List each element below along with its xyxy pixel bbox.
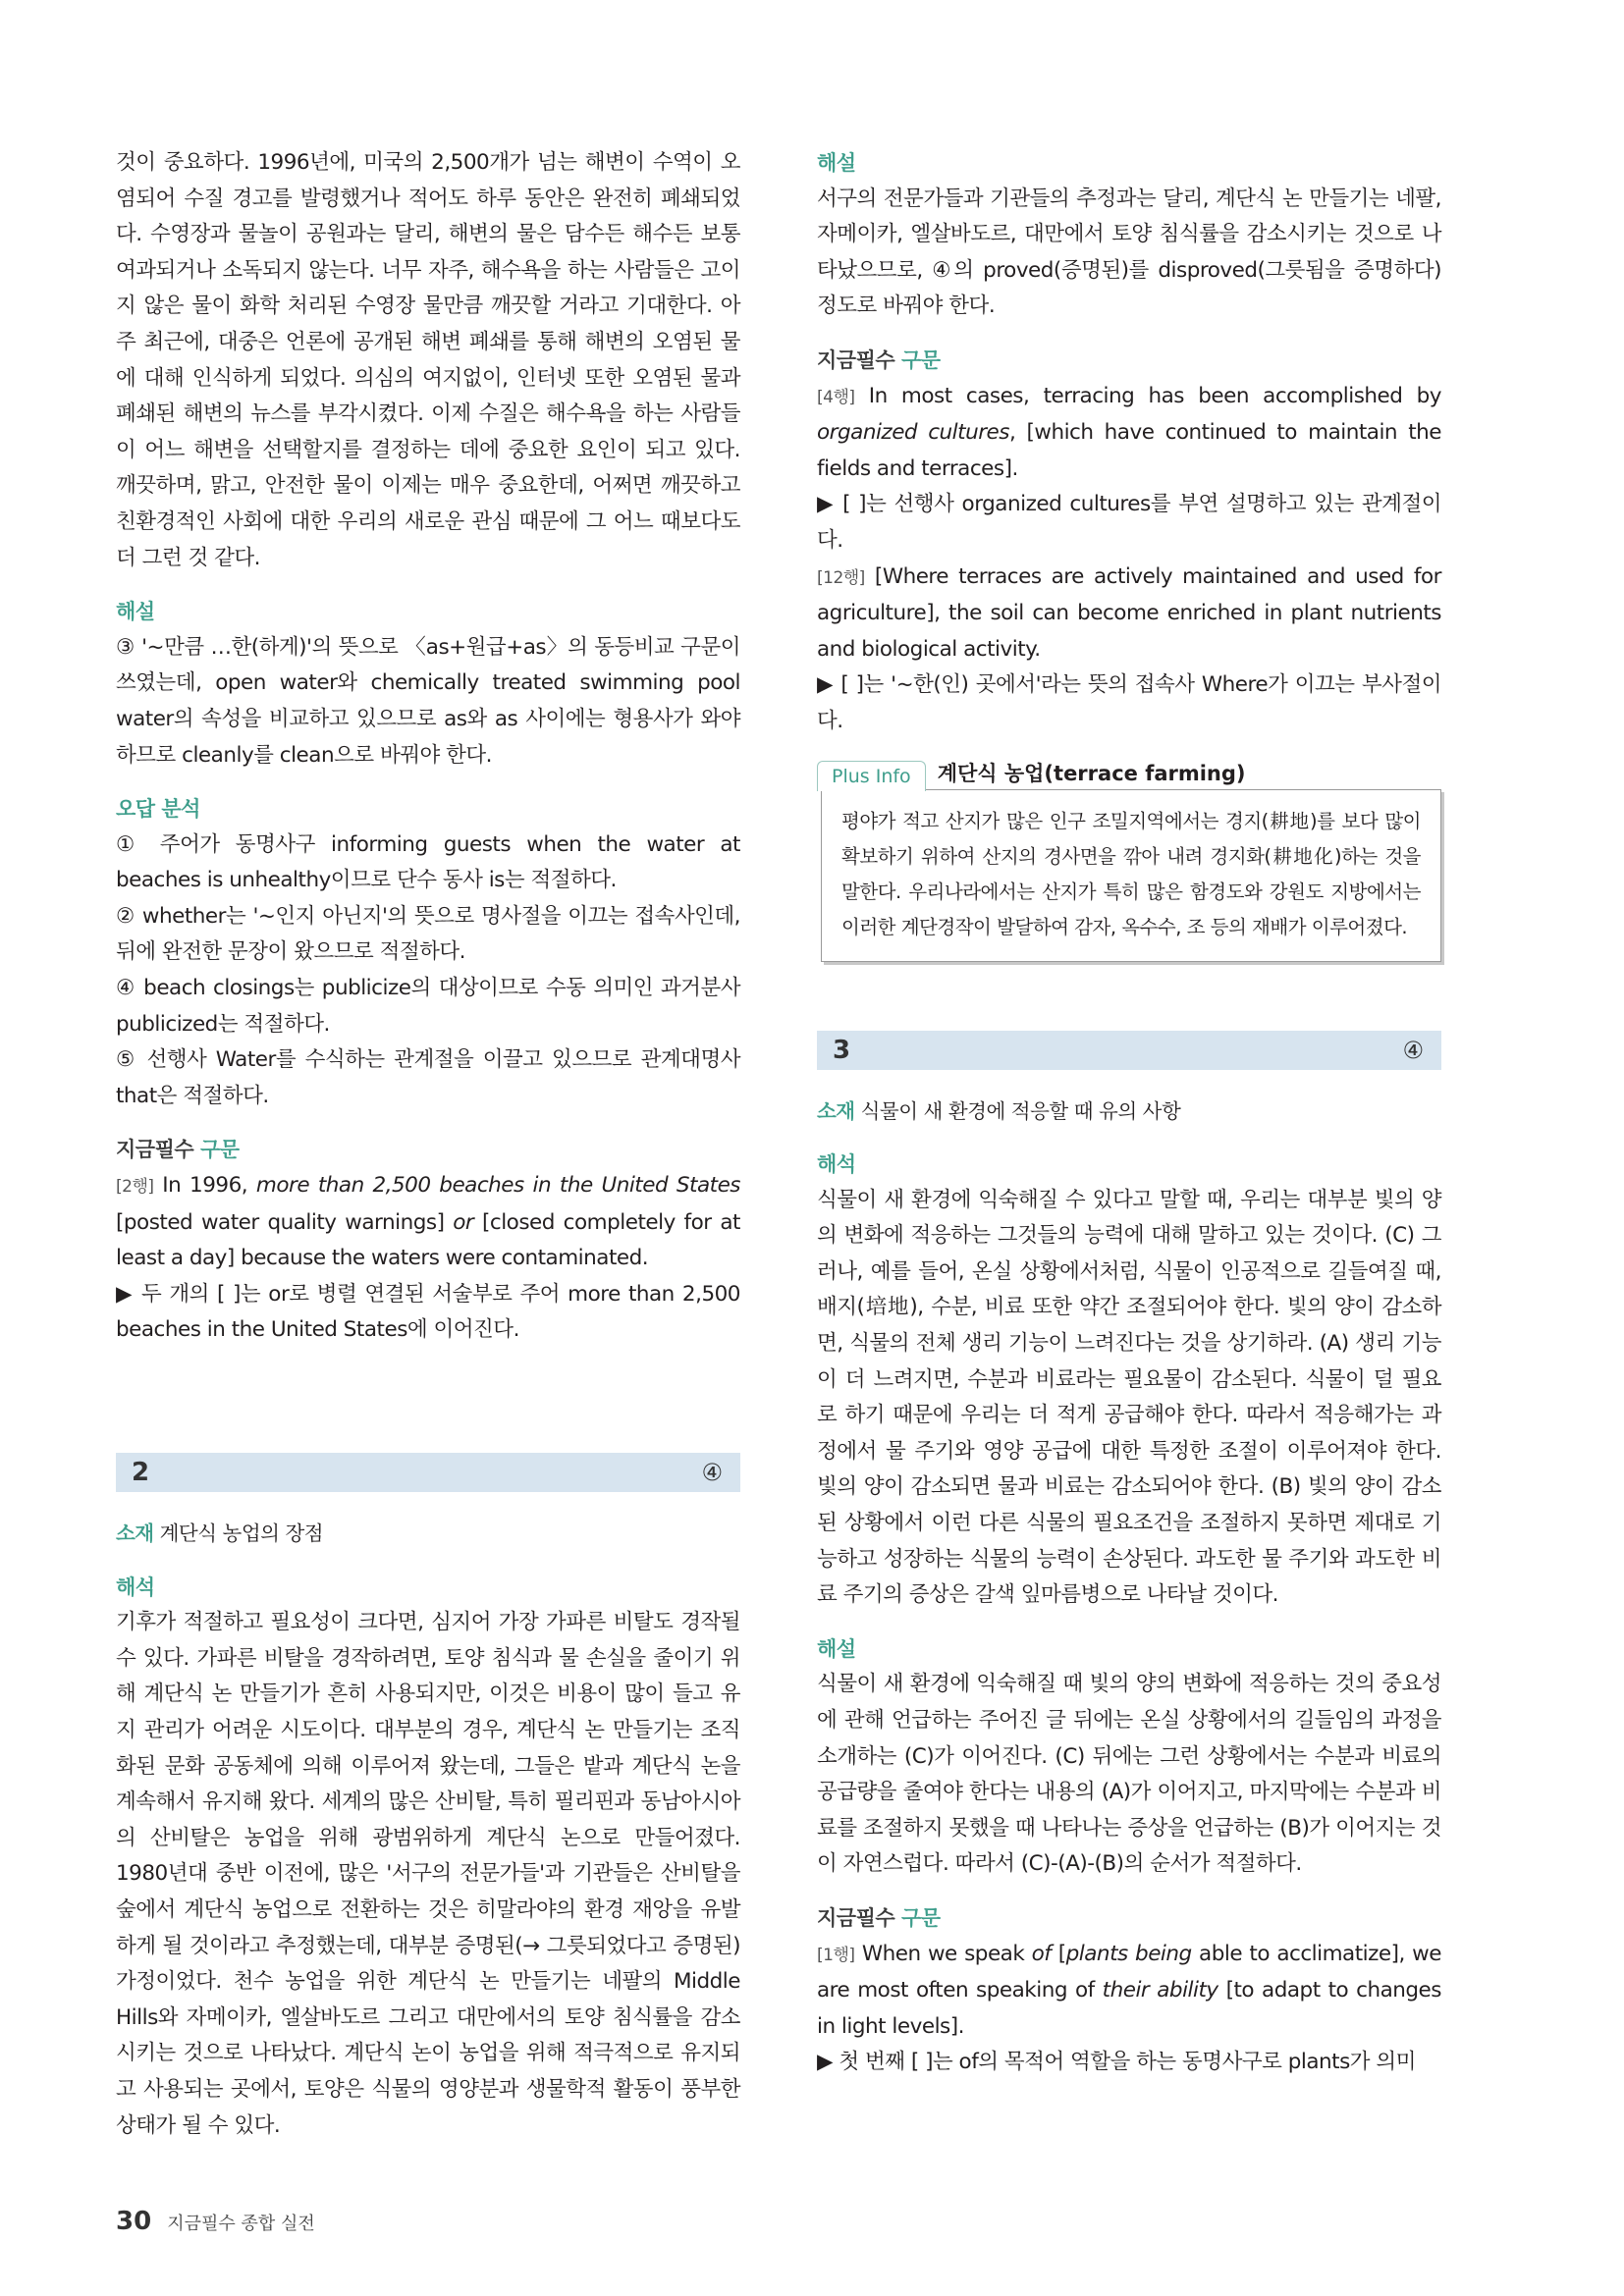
left-column [116, 145, 740, 2144]
g3-text: [Where terraces are actively maintained and used for agriculture], the soil can become enriched in plant nutrients and biological activity. [817, 563, 1441, 662]
plus-info-title: 계단식 농업(terrace farming) [937, 761, 1246, 785]
grammar-note-1: ▶ 두 개의 [ ]는 or로 병렬 연결된 서술부로 주어 more than 2,500 beaches in the United States에 이어진다. [116, 1281, 740, 1343]
grammar-note-2: ▶ [ ]는 선행사 organized cultures를 부연 설명하고 있는 관계절이다. [817, 492, 1441, 553]
grammar-sentence-4 [817, 1937, 1441, 2046]
g1-a: In 1996, [153, 1173, 256, 1199]
section-3-number: 3 [833, 1035, 851, 1065]
section-2-haeseol: 서구의 전문가들과 기관들의 추정과는 달리, 계단식 논 만들기는 네팔, 자메이카, 엘살바도르, 대만에서 토양 침식률을 감소시키는 것으로 나타났으므로, ④의 proved(증명된)를 disproved(그릇됨을 증명하다) 정도로 바꿔야 한다. [817, 186, 1441, 319]
grammar-sentence-3 [817, 560, 1441, 668]
plus-info-box [817, 758, 1441, 962]
grammar-note-3: ▶ [ ]는 '~한(인) 곳에서'라는 뜻의 접속사 Where가 이끄는 부사절이다. [817, 672, 1441, 733]
jigeum-heading-3 [817, 1900, 1441, 1937]
g1-d: or [453, 1209, 474, 1235]
haeseok-heading-3: 해석 [817, 1152, 856, 1177]
section-2-translation: 기후가 적절하고 필요성이 크다면, 심지어 가장 가파른 비탈도 경작될 수 있다. 가파른 비탈을 경작하려면, 토양 침식과 물 손실을 줄이기 위해 계단식 논 만들기가 흔히 사용되지만, 이것은 비용이 많이 들고 유지 관리가 어려운 시도이다. 대부분의 경우, 계단식 논 만들기는 조직화된 문화 공동체에 의해 이루어져 왔는데, 그들은 밭과 계단식 논을 계속해서 유지해 왔다. 세계의 많은 산비탈, 특히 필리핀과 동남아시아의 산비탈은 농업을 위해 광범위하게 계단식 논으로 만들어졌다. 1980년대 중반 이전에, 많은 '서구의 전문가들'과 기관들은 산비탈을 숲에서 계단식 농업으로 전환하는 것은 히말라야의 환경 재앙을 유발하게 될 것이라고 추정했는데, 대부분 증명된(→ 그릇되었다고 증명된) 가정이었다. 천수 농업을 위한 계단식 논 만들기는 네팔의 Middle Hills와 자메이카, 엘살바도르 그리고 대만에서의 토양 침식률을 감소시키는 것으로 나타났다. 계단식 논이 농업을 위해 적극적으로 유지되고 사용되는 곳에서, 토양은 식물의 영양분과 생물학적 활동이 풍부한 상태가 될 수 있다. [116, 1610, 740, 2138]
page-number: 30 [116, 2207, 152, 2236]
section-3-answer: ④ [1402, 1036, 1424, 1064]
jigeum-heading-3-b: 구문 [900, 1905, 941, 1930]
haeseol-heading-3: 해설 [817, 1636, 856, 1661]
jigeum-heading [116, 1132, 740, 1168]
haeseol-heading-2: 해설 [817, 151, 856, 175]
section-2-number: 2 [132, 1458, 150, 1487]
g4-b: of [1031, 1941, 1052, 1966]
jigeum-heading-2-b: 구문 [900, 347, 941, 372]
sojae-label: 소재 [817, 1098, 855, 1123]
jigeum-heading-3-a: 지금필수 [817, 1905, 895, 1930]
line-tag: [12행] [817, 567, 865, 588]
page-footer [116, 2207, 315, 2236]
g1-e: [closed completely for at least a day] because the waters were contaminated. [116, 1209, 740, 1271]
plus-info-content [821, 789, 1441, 962]
haeseol-text: ③ '~만큼 …한(하게)'의 뜻으로 〈as+원급+as〉의 동등비교 구문이 쓰였는데, open water와 chemically treated swimming pool water의 속성을 비교하고 있으므로 as와 as 사이에는 형용사가 와야 하므로 cleanly를 clean으로 바꿔야 한다. [116, 634, 740, 768]
section-2-bar [116, 1453, 740, 1492]
line-tag: [1행] [817, 1945, 855, 1965]
grammar-sentence-1 [116, 1168, 740, 1277]
odap-item-4: ④ beach closings는 publicize의 대상이므로 수동 의미인 과거분사 publicized는 적절하다. [116, 976, 740, 1037]
jigeum-heading-a: 지금필수 [116, 1138, 194, 1162]
section-2-topic-text: 계단식 농업의 장점 [153, 1522, 324, 1545]
haeseok-heading: 해석 [116, 1575, 155, 1599]
odap-item-1: ① 주어가 동명사구 informing guests when the water at beaches is unhealthy이므로 단수 동사 is는 적절하다. [116, 831, 740, 893]
plus-info-text: 평야가 적고 산지가 많은 인구 조밀지역에서는 경지(耕地)를 보다 많이 확보하기 위하여 산지의 경사면을 깎아 내려 경지화(耕地化)하는 것을 말한다. 우리나라에서는 산지가 특히 많은 함경도와 강원도 지방에서는 이러한 계단경작이 발달하여 감자, 옥수수, 조 등의 재배가 이루어졌다. [841, 809, 1421, 938]
g2-b: organized cultures [817, 420, 1009, 446]
haeseol-heading: 해설 [116, 600, 155, 624]
g4-c: [ [1051, 1941, 1066, 1966]
g2-c: , [which have continued to maintain the fields and terraces]. [817, 420, 1441, 481]
jigeum-heading-2-a: 지금필수 [817, 347, 895, 372]
right-column [817, 145, 1441, 2081]
section-3-bar [817, 1031, 1441, 1070]
grammar-sentence-2 [817, 379, 1441, 488]
g1-b: more than 2,500 beaches in the United States [255, 1173, 740, 1199]
g1-c: [posted water quality warnings] [116, 1209, 454, 1235]
g4-e: able to acclimatize], we are most often speaking of [817, 1941, 1441, 2003]
section-2-topic [116, 1516, 740, 1552]
section-3-haeseol: 식물이 새 환경에 익숙해질 때 빛의 양의 변화에 적응하는 것의 중요성에 관해 언급하는 주어진 글 뒤에는 온실 상황에서의 길들임의 과정을 소개하는 (C)가 이어진다. (C) 뒤에는 그런 상황에서는 수분과 비료의 공급량을 줄여야 한다는 내용의 (A)가 이어지고, 마지막에는 수분과 비료를 조절하지 못했을 때 나타나는 증상을 언급하는 (B)가 이어지는 것이 자연스럽다. 따라서 (C)-(A)-(B)의 순서가 적절하다. [817, 1672, 1441, 1877]
jigeum-heading-2 [817, 343, 1441, 379]
g4-f: their ability [1102, 1978, 1218, 2003]
g2-a: In most cases, terracing has been accomplished by [854, 383, 1441, 408]
plus-info-tab: Plus Info [817, 761, 926, 791]
section-2-answer: ④ [701, 1459, 723, 1486]
jigeum-heading-b: 구문 [199, 1138, 240, 1162]
odap-item-5: ⑤ 선행사 Water를 수식하는 관계절을 이끌고 있으므로 관계대명사 that은 적절하다. [116, 1047, 740, 1108]
line-tag: [4행] [817, 387, 855, 407]
book-title: 지금필수 종합 실전 [167, 2214, 315, 2234]
g4-a: When we speak [854, 1941, 1032, 1966]
g4-g: [to adapt to changes in light levels]. [817, 1978, 1441, 2039]
odap-item-2: ② whether는 '~인지 아닌지'의 뜻으로 명사절을 이끄는 접속사인데, 뒤에 완전한 문장이 왔으므로 적절하다. [116, 903, 740, 965]
section-3-topic-text: 식물이 새 환경에 적응할 때 유의 사항 [854, 1098, 1181, 1123]
line-tag: [2행] [116, 1177, 154, 1198]
passage1-translation-end: 것이 중요하다. 1996년에, 미국의 2,500개가 넘는 해변이 수역이 오염되어 수질 경고를 발령했거나 적어도 하루 동안은 완전히 폐쇄되었다. 수영장과 물놀이 공원과는 달리, 해변의 물은 담수든 해수든 보통 여과되거나 소독되지 않는다. 너무 자주, 해수욕을 하는 사람들은 고이지 않은 물이 화학 처리된 수영장 물만큼 깨끗할 거라고 기대한다. 아주 최근에, 대중은 언론에 공개된 해변 폐쇄를 통해 해변의 오염된 물에 대해 인식하게 되었다. 의심의 여지없이, 인터넷 또한 오염된 물과 폐쇄된 해변의 뉴스를 부각시켰다. 이제 수질은 해수욕을 하는 사람들이 어느 해변을 선택할지를 결정하는 데에 중요한 요인이 되고 있다. 깨끗하며, 맑고, 안전한 물이 이제는 매우 중요한데, 어쩌면 깨끗하고 친환경적인 사회에 대한 우리의 새로운 관심 때문에 그 어느 때보다도 더 그런 것 같다. [116, 150, 740, 570]
sojae-label: 소재 [116, 1522, 154, 1545]
section-3-topic [817, 1094, 1441, 1130]
section-3-translation: 식물이 새 환경에 익숙해질 수 있다고 말할 때, 우리는 대부분 빛의 양의 변화에 적응하는 그것들의 능력에 대해 말하고 있는 것이다. (C) 그러나, 예를 들어, 온실 상황에서처럼, 식물이 인공적으로 길들여질 때, 배지(培地), 수분, 비료 또한 약간 조절되어야 한다. 빛의 양이 감소하면, 식물의 전체 생리 기능이 느려진다는 것을 상기하라. (A) 생리 기능이 더 느려지면, 수분과 비료라는 필요물이 감소된다. 식물이 덜 필요로 하기 때문에 우리는 더 적게 공급해야 한다. 따라서 적응해가는 과정에서 물 주기와 영양 공급에 대한 특정한 조절이 이루어져야 한다. 빛의 양이 감소되면 물과 비료는 감소되어야 한다. (B) 빛의 양이 감소된 상황에서 이런 다른 식물의 필요조건을 조절하지 못하면 제대로 기능하고 성장하는 식물의 능력이 손상된다. 과도한 물 주기와 과도한 비료 주기의 증상은 갈색 잎마름병으로 나타날 것이다. [817, 1187, 1441, 1608]
grammar-note-4: ▶ 첫 번째 [ ]는 of의 목적어 역할을 하는 동명사구로 plants가 의미 [817, 2050, 1416, 2075]
g4-d: plants being [1065, 1941, 1192, 1966]
odap-heading: 오답 분석 [116, 797, 200, 822]
